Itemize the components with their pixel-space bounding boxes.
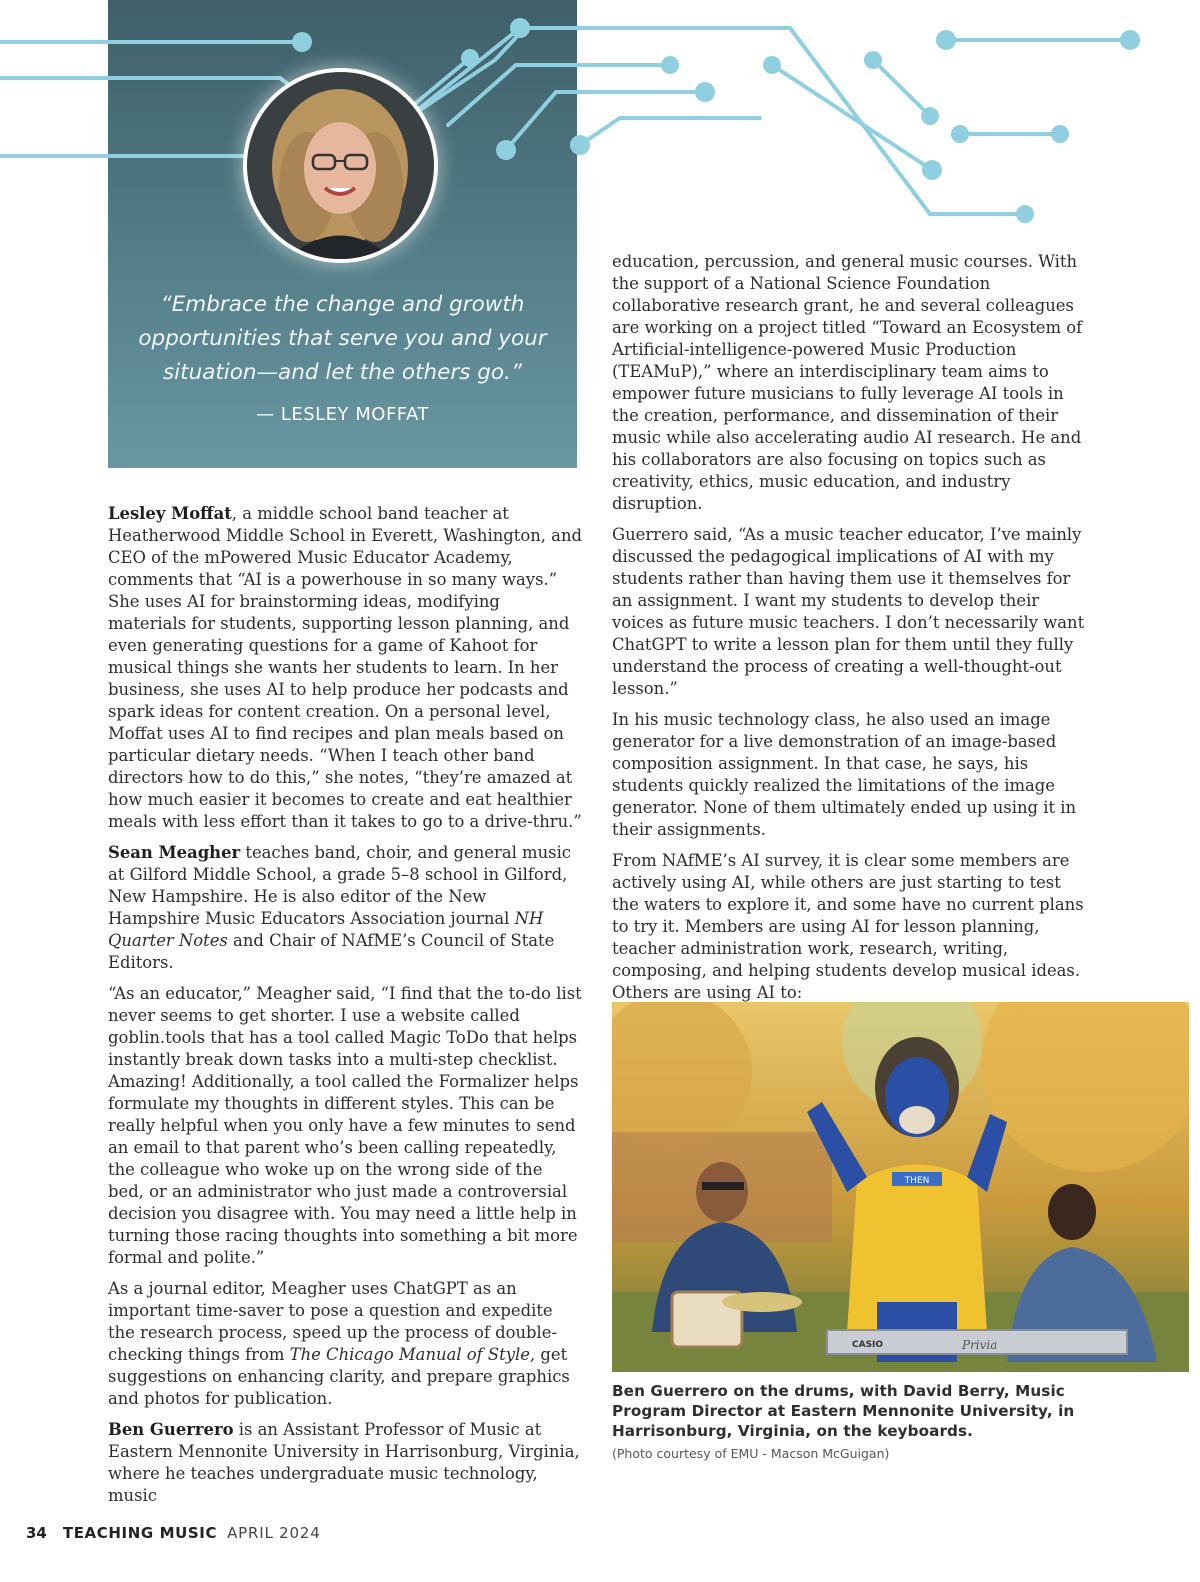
article-column-left: [108, 503, 583, 1516]
pull-quote-attribution: — LESLEY MOFFAT: [256, 404, 429, 425]
paragraph-meagher-quote: “As an educator,” Meagher said, “I find that the to-do list never seems to get shorter. I use a website called goblin.tools that has a tool called Magic ToDo that helps instantly break down tasks into a multi-step checklist. Amazing! Additionally, a tool called the Formalizer helps formulate my thoughts in different styles. This can be really helpful when you only have a few minutes to send an email to that parent who’s been calling repeatedly, the colleague who woke up on the wrong side of the bed, or an administrator who just made a controversial decision you disagree with. You may need a little help in turning those racing thoughts into something a bit more formal and polite.”: [108, 984, 582, 1267]
photo-caption: Ben Guerrero on the drums, with David Berry, Music Program Director at Eastern Mennonite University, in Harrisonburg, Virginia, on the keyboards.: [612, 1382, 1075, 1440]
keyboard-brand: CASIO: [852, 1340, 884, 1350]
paragraph-guerrero-bio: Ben Guerrero is an Assistant Professor of Music at Eastern Mennonite University in Harrisonburg, Virginia, where he teaches undergraduate music technology, music: [108, 1420, 580, 1505]
photo-credit: (Photo courtesy of EMU - Macson McGuigan): [612, 1446, 890, 1461]
page-number: 34: [26, 1524, 47, 1542]
name-lead: Ben Guerrero: [108, 1420, 234, 1439]
paragraph-guerrero-courses: education, percussion, and general music courses. With the support of a National Science Foundation collaborative research grant, he and several colleagues are working on a project titled “Toward an Ecosystem of Artificial-intelligence-powered Music Production (TEAMuP),” where an interdisciplinary team aims to empower future musicians to fully leverage AI tools in the creation, performance, and dissemination of their music while also accelerating audio AI research. He and his collaborators are also focusing on topics such as creativity, ethics, music education, and industry disruption.: [612, 252, 1083, 513]
portrait-photo: [247, 72, 434, 259]
pull-quote-text: “Embrace the change and growth opportunities that serve you and your situation—and let the others go.”: [138, 292, 547, 385]
event-photo: [612, 1002, 1189, 1372]
paragraph-guerrero-quote: Guerrero said, “As a music teacher educator, I’ve mainly discussed the pedagogical implications of AI with my students rather than having them use it themselves for an assignment. I want my students to develop their voices as future music teachers. I don’t necessarily want ChatGPT to write a lesson plan for them until they fully understand the process of creating a well-thought-out lesson.”: [612, 525, 1085, 698]
magazine-name: TEACHING MUSIC: [62, 1524, 218, 1542]
issue-date: APRIL 2024: [227, 1524, 321, 1542]
paragraph-moffat: Lesley Moffat, a middle school band teacher at Heatherwood Middle School in Everett, Washington, and CEO of the mPowered Music Educator Academy, comments that “AI is a powerhouse in so many ways.” She uses AI for brainstorming ideas, modifying materials for students, supporting lesson planning, and even generating questions for a game of Kahoot for musical things she wants her students to learn. In her business, she uses AI to help produce her podcasts and spark ideas for content creation. On a personal level, Moffat uses AI to find recipes and plan meals based on particular dietary needs. “When I teach other band directors how to do this,” she notes, “they’re amazed at how much easier it becomes to create and eat healthier meals with less effort than it takes to go to a drive-thru.”: [108, 504, 582, 831]
article-column-right: [612, 251, 1090, 1013]
keyboard-model: Privia: [962, 1338, 998, 1352]
mascot-shirt-text: THEN: [904, 1176, 930, 1186]
paragraph-image-generator: In his music technology class, he also used an image generator for a live demonstration of an image-based composition assignment. In that case, he says, his students quickly realized the limitations of the image generator. None of them ultimately ended up using it in their assignments.: [612, 710, 1077, 839]
name-lead: Sean Meagher: [108, 843, 241, 862]
paragraph-meagher-bio: Sean Meagher teaches band, choir, and general music at Gilford Middle School, a grade 5–8 school in Gilford, New Hampshire. He is also editor of the New Hampshire Music Educators Association journal NH Quarter Notes and Chair of NAfME’s Council of State Editors.: [108, 843, 571, 972]
page-footer: [26, 1524, 321, 1542]
name-lead: Lesley Moffat: [108, 504, 232, 523]
paragraph-survey: From NAfME’s AI survey, it is clear some members are actively using AI, while others are just starting to test the waters to explore it, and some have no current plans to try it. Members are using AI for lesson planning, teacher administration work, research, writing, composing, and helping students develop musical ideas. Others are using AI to:: [612, 851, 1084, 1002]
circuit-decoration: [0, 0, 1200, 240]
paragraph-meagher-editor: As a journal editor, Meagher uses ChatGPT as an important time-saver to pose a question and expedite the research process, speed up the process of double-checking things from The Chicago Manual of Style, get suggestions on enhancing clarity, and prepare graphics and photos for publication.: [108, 1279, 570, 1408]
